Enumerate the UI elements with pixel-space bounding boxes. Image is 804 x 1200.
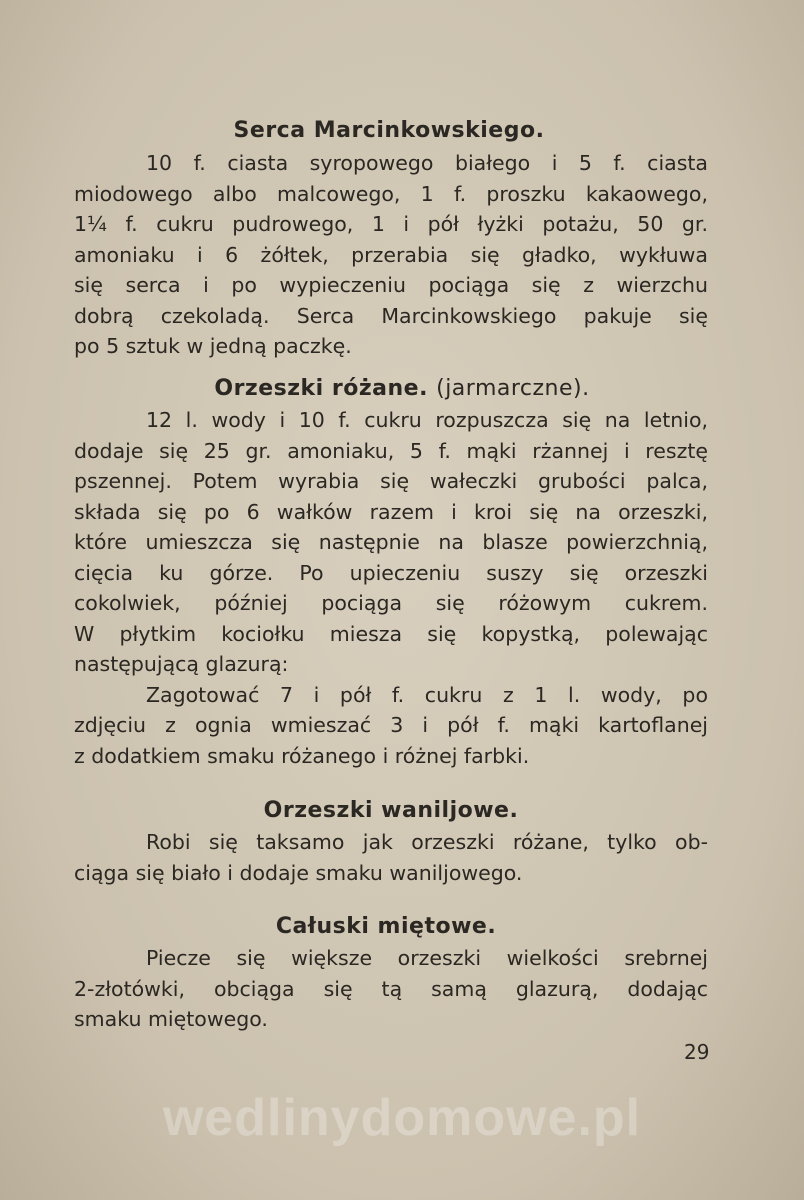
- text-line: smaku miętowego.: [74, 1007, 268, 1031]
- text-line: cokolwiek, później pociąga się różowym cukrem.: [74, 591, 708, 615]
- section-orzeszki-rozane: [74, 376, 708, 771]
- text-line: z dodatkiem smaku różanego i różnej farbki.: [74, 743, 530, 768]
- section-title: Orzeszki waniljowe.: [263, 798, 519, 823]
- text-line: Piecze się większe orzeszki wielkości srebrnej: [146, 946, 708, 970]
- section-title: [96, 376, 708, 401]
- section-subtitle: (jarmarczne).: [436, 376, 590, 401]
- text-line: się serca i po wypieczeniu pociąga się z wierzchu: [74, 273, 708, 297]
- text-line: dodaje się 25 gr. amoniaku, 5 f. mąki rżannej i resztę: [74, 438, 708, 463]
- text-line: 1¼ f. cukru pudrowego, 1 i pół łyżki potażu, 50 gr.: [74, 212, 708, 236]
- text-line: miodowego albo malcowego, 1 f. proszku kakaowego,: [74, 181, 708, 206]
- text-line: zdjęciu z ognia wmieszać 3 i pół f. mąki kartoflanej: [74, 713, 708, 737]
- text-line: po 5 sztuk w jedną paczkę.: [74, 334, 352, 358]
- text-line: następującą glazurą:: [74, 652, 289, 676]
- section-orzeszki-waniljowe: [74, 798, 708, 888]
- text-line: pszennej. Potem wyrabia się wałeczki grubości palca,: [74, 469, 708, 493]
- text-line: 12 l. wody i 10 f. cukru rozpuszcza się na letnio,: [146, 408, 708, 432]
- text-line: amoniaku i 6 żółtek, przerabia się gładko, wykłuwa: [74, 242, 708, 267]
- section-serca: [74, 118, 708, 362]
- text-line: Robi się taksamo jak orzeszki różane, tylko ob-: [146, 830, 708, 854]
- text-line: ciąga się biało i dodaje smaku waniljowego.: [74, 860, 523, 885]
- section-caluski-mietowe: [74, 914, 708, 1035]
- text-line: 10 f. ciasta syropowego białego i 5 f. ciasta: [146, 151, 708, 175]
- section-title: Serca Marcinkowskiego.: [233, 118, 545, 143]
- text-line: 2-złotówki, obciąga się tą samą glazurą, dodając: [74, 976, 708, 1001]
- text-line: cięcia ku górze. Po upieczeniu suszy się orzeszki: [74, 560, 708, 585]
- page-number: 29: [684, 1040, 710, 1064]
- section-title-main: Orzeszki różane.: [214, 376, 428, 401]
- text-line: składa się po 6 wałków razem i kroi się na orzeszki,: [74, 499, 708, 524]
- text-line: które umieszcza się następnie na blasze powierzchnią,: [74, 530, 708, 554]
- text-line: Zagotować 7 i pół f. cukru z 1 l. wody, po: [146, 682, 708, 707]
- text-line: W płytkim kociołku miesza się kopystką, polewając: [74, 621, 708, 646]
- section-title: Całuski miętowe.: [275, 914, 497, 939]
- text-line: dobrą czekoladą. Serca Marcinkowskiego pakuje się: [74, 303, 708, 328]
- watermark: wedlinydomowe.pl: [162, 1089, 642, 1147]
